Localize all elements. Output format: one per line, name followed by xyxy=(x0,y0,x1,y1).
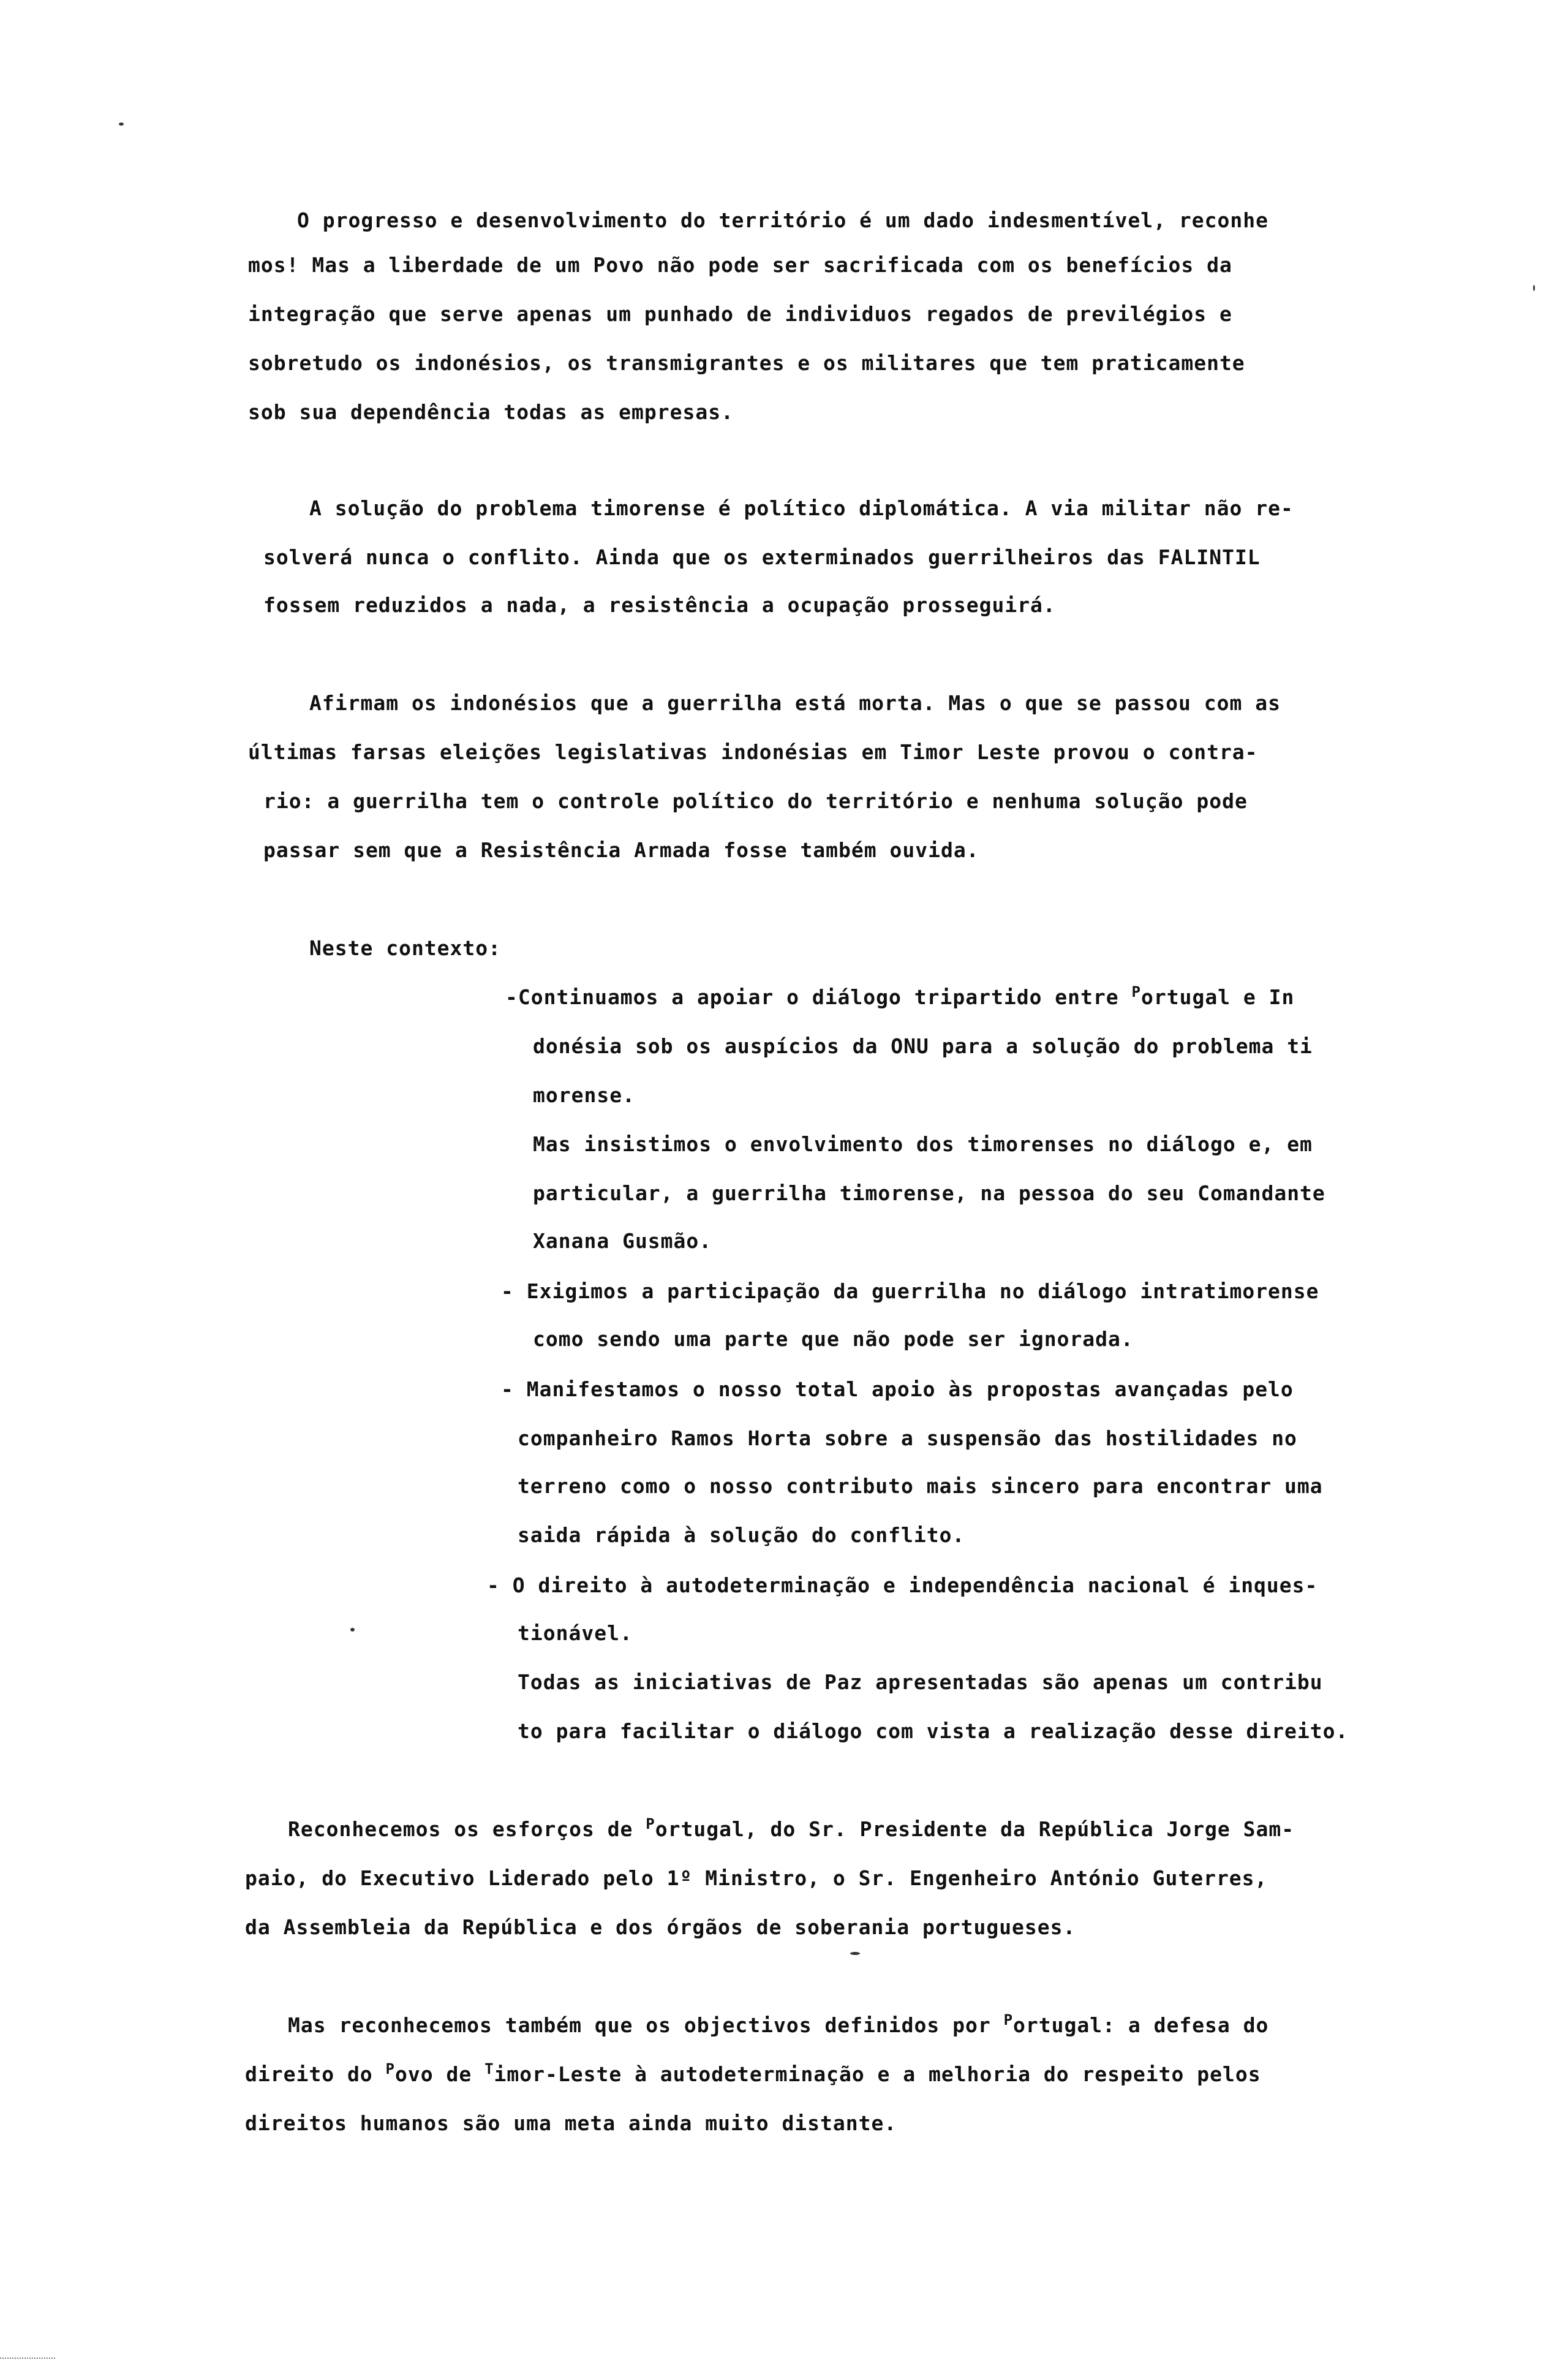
scan-speck xyxy=(350,1628,355,1632)
list-item-3-line: companheiro Ramos Horta sobre a suspensão das hostilidades no xyxy=(518,1426,1297,1450)
scan-edge-mark xyxy=(0,2358,55,2359)
list-item-2-line: - Exigimos a participação da guerrilha no diálogo intratimorense xyxy=(501,1279,1319,1303)
paragraph-1-line: sobretudo os indonésios, os transmigrantes e os militares que tem praticamente xyxy=(248,351,1245,375)
paragraph-2-line: fossem reduzidos a nada, a resistência a ocupação prosseguirá. xyxy=(263,593,1056,617)
paragraph-2-line: A solução do problema timorense é político diplomática. A via militar não re- xyxy=(309,496,1294,520)
paragraph-4-line xyxy=(288,1817,1294,1842)
paragraph-5-line xyxy=(288,2013,1268,2038)
raised-capital: P xyxy=(646,1815,655,1832)
paragraph-1-line: sob sua dependência todas as empresas. xyxy=(248,400,734,424)
paragraph-1-line: mos! Mas a liberdade de um Povo não pode ser sacrificada com os benefícios da xyxy=(248,253,1232,277)
paragraph-4-text: Reconhecemos os esforços de xyxy=(288,1817,646,1841)
paragraph-5-line: direitos humanos são uma meta ainda muito distante. xyxy=(245,2111,897,2135)
paragraph-4-text: ortugal, do Sr. Presidente da República Jorge Sam- xyxy=(655,1817,1295,1841)
paragraph-5-text: direito do xyxy=(245,2062,386,2086)
paragraph-5-text: imor-Leste à autodeterminação e a melhoria do respeito pelos xyxy=(494,2062,1261,2086)
list-item-4-line: - O direito à autodeterminação e independência nacional é inques- xyxy=(487,1573,1318,1597)
paragraph-1-line: O progresso e desenvolvimento do território é um dado indesmentível, reconhe xyxy=(297,208,1268,232)
paragraph-2-line: solverá nunca o conflito. Ainda que os exterminados guerrilheiros das FALINTIL xyxy=(263,545,1261,569)
paragraph-4-line: paio, do Executivo Liderado pelo 1º Ministro, o Sr. Engenheiro António Guterres, xyxy=(245,1866,1268,1890)
raised-capital: T xyxy=(484,2060,494,2078)
raised-capital: P xyxy=(1003,2011,1014,2029)
paragraph-5-text: ovo de xyxy=(395,2062,485,2086)
scan-speck xyxy=(1533,285,1535,291)
list-item-4-line: to para facilitar o diálogo com vista a realização desse direito. xyxy=(518,1719,1349,1743)
list-item-2-line: como sendo uma parte que não pode ser ignorada. xyxy=(533,1327,1134,1351)
paragraph-5-line xyxy=(245,2062,1261,2087)
paragraph-5-text: Mas reconhecemos também que os objectivos definidos por xyxy=(288,2013,1004,2037)
raised-capital: P xyxy=(385,2060,395,2078)
paragraph-3-line: passar sem que a Resistência Armada fosse também ouvida. xyxy=(263,838,979,862)
list-item-4-line: tionável. xyxy=(518,1621,633,1645)
paragraph-1-line: integração que serve apenas um punhado de individuos regados de previlégios e xyxy=(248,302,1232,326)
list-item-1-line: particular, a guerrilha timorense, na pessoa do seu Comandante xyxy=(533,1181,1325,1205)
paragraph-3-line: últimas farsas eleições legislativas indonésias em Timor Leste provou o contra- xyxy=(248,740,1258,764)
paragraph-3-line: rio: a guerrilha tem o controle político do território e nenhuma solução pode xyxy=(263,789,1248,813)
list-item-4-line: Todas as iniciativas de Paz apresentadas são apenas um contribu xyxy=(518,1670,1323,1694)
list-item-3-line: - Manifestamos o nosso total apoio às propostas avançadas pelo xyxy=(501,1377,1294,1401)
scan-speck xyxy=(850,1952,860,1955)
list-item-3-line: saida rápida à solução do conflito. xyxy=(518,1523,965,1547)
list-item-1-line: morense. xyxy=(533,1083,635,1107)
scan-speck xyxy=(119,123,124,126)
paragraph-4-line: da Assembleia da República e dos órgãos de soberania portugueses. xyxy=(245,1915,1076,1939)
list-item-1-line: Xanana Gusmão. xyxy=(533,1229,712,1253)
list-item-3-line: terreno como o nosso contributo mais sincero para encontrar uma xyxy=(518,1474,1323,1498)
list-item-1-text: ortugal e In xyxy=(1140,985,1295,1009)
list-item-1-line: donésia sob os auspícios da ONU para a solução do problema ti xyxy=(533,1034,1313,1058)
list-item-1-line xyxy=(505,985,1294,1010)
context-heading: Neste contexto: xyxy=(309,936,502,960)
raised-capital: P xyxy=(1131,983,1141,1000)
paragraph-5-text: ortugal: a defesa do xyxy=(1013,2013,1269,2037)
list-item-1-line: Mas insistimos o envolvimento dos timorenses no diálogo e, em xyxy=(533,1132,1313,1156)
paragraph-3-line: Afirmam os indonésios que a guerrilha está morta. Mas o que se passou com as xyxy=(309,691,1281,715)
list-item-1-text: -Continuamos a apoiar o diálogo tripartido entre xyxy=(505,985,1132,1009)
